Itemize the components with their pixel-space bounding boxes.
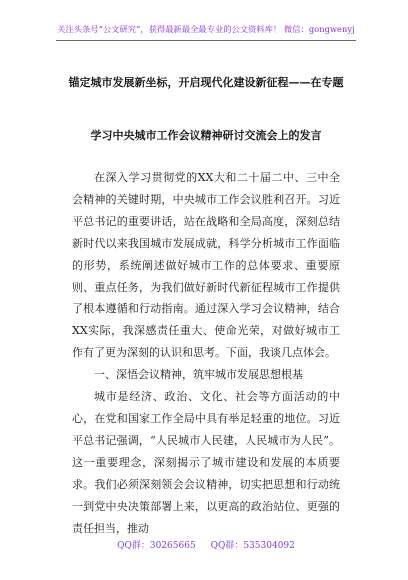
document-title-line-1: 锚定城市发展新坐标，开启现代化建设新征程——在专题 bbox=[68, 76, 344, 89]
body-paragraph-intro: 在深入学习贯彻党的XX大和二十届二中、三中全会精神的关键时期，中央城市工作会议胜利召开。习近平总书记的重要讲话，站在战略和全局高度，深刻总结新时代以来我国城市发展成就，科学分析城市工作面临的形势，系统阐述做好城市工作的总体要求、重要原则、重点任务，为我们做好新时代新征程城市工作提供了根本遵循和行动指南。通过深入学习会议精神，结合XX实际，我深感责任重大、使命光荣，对做好城市工作有了更为深刻的认识和思考。下面，我谈几点体会。 bbox=[72, 171, 340, 360]
header-banner: 关注头条号“公文研究”，获得最新最全最专业的公文资料库！ 微信：gongwenyj bbox=[57, 24, 355, 34]
footer-qq-group-1: QQ群：30265665 bbox=[117, 541, 196, 551]
document-title-line-2: 学习中央城市工作会议精神研讨交流会上的发言 bbox=[90, 129, 322, 142]
section-heading-1: 一、深悟会议精神，筑牢城市发展思想根基 bbox=[94, 368, 303, 382]
footer-contact bbox=[56, 538, 356, 551]
document-body bbox=[72, 167, 340, 539]
body-paragraph-section-1: 城市是经济、政治、文化、社会等方面活动的中心，在党和国家工作全局中具有举足轻重的地位。习近平总书记强调，“人民城市人民建，人民城市为人民”。这一重要理念，深刻揭示了城市建设和发展的本质要求。我们必须深刻领会会议精神，切实把思想和行动统一到党中央决策部署上来，以更高的政治站位、更强的责任担当，推动 bbox=[72, 390, 340, 535]
header-divider bbox=[56, 40, 356, 41]
footer-qq-group-2: QQ群：535304092 bbox=[210, 541, 295, 551]
